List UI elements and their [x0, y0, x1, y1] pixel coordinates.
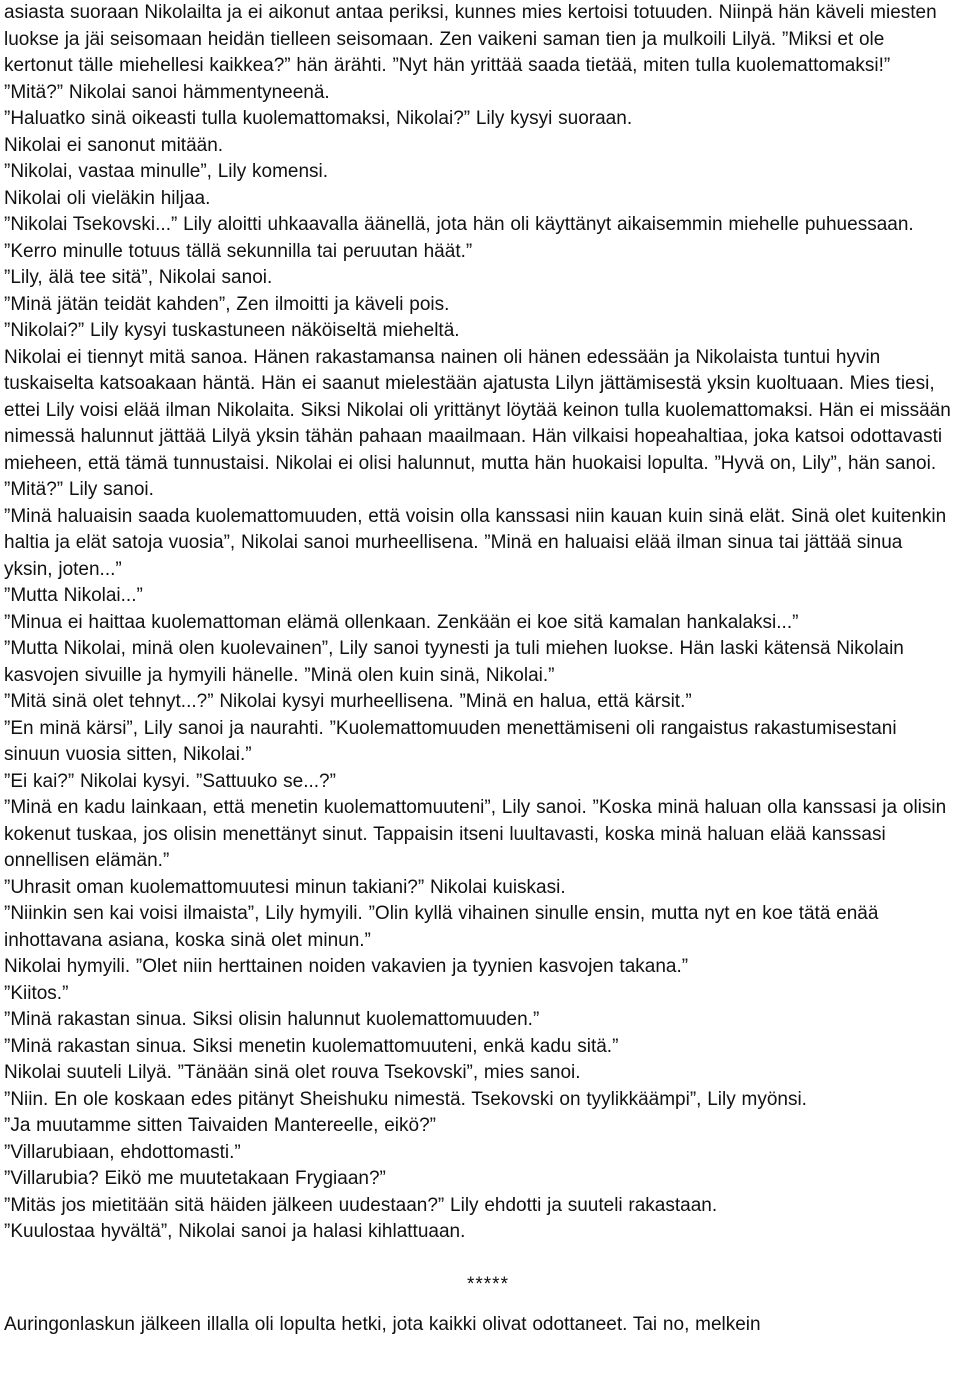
paragraph: ”Minä jätän teidät kahden”, Zen ilmoitti ja käveli pois. — [4, 293, 450, 315]
paragraph: ”Uhrasit oman kuolemattomuutesi minun takiani?” Nikolai kuiskasi. — [4, 876, 566, 898]
paragraph: ”Villarubiaan, ehdottomasti.” — [4, 1141, 241, 1163]
paragraph: Nikolai hymyili. ”Olet niin herttainen noiden vakavien ja tyynien kasvojen takana.” — [4, 956, 689, 977]
paragraph: Nikolai ei tiennyt mitä sanoa. Hänen rakastamansa nainen oli hänen edessään ja Nikolaista tuntui hyvin tuskaiselta katsoakaan häntä. Hän ei saanut mielestään ajatusta Lilyn jättämisestä yksin kuoltuaan. Mies tiesi, ettei Lily voisi elää ilman Nikolaita. Siksi Nikolai oli yrittänyt löytää keinon tulla kuolemattomaksi. Hän ei missään nimessä halunnut jättää Lilyä yksin tähän pahaan maailmaan. Hän vilkaisi hopeahaltiaa, joka katsoi odottavasti mieheen, että tämä tunnustaisi. Nikolai ei olisi halunnut, mutta hän huokaisi lopulta. ”Hyvä on, Lily”, hän sanoi. — [4, 346, 951, 474]
paragraph: ”Niin. En ole koskaan edes pitänyt Sheishuku nimestä. Tsekovski on tyylikkäämpi”, Lily myönsi. — [4, 1088, 807, 1110]
paragraph: ”Nikolai?” Lily kysyi tuskastuneen näköiseltä mieheltä. — [4, 320, 460, 341]
paragraph: ”Nikolai Tsekovski...” Lily aloitti uhkaavalla äänellä, jota hän oli käyttänyt aikaisemmin miehelle puhuessaan. ”Kerro minulle totuus tällä sekunnilla tai peruutan häät.” — [4, 214, 914, 262]
paragraph: ”Mitä?” Lily sanoi. — [4, 479, 154, 500]
paragraph: ”Mitäs jos mietitään sitä häiden jälkeen uudestaan?” Lily ehdotti ja suuteli rakastaan. — [4, 1194, 718, 1216]
paragraph: ”Minä rakastan sinua. Siksi menetin kuolemattomuuteni, enkä kadu sitä.” — [4, 1035, 619, 1057]
paragraph: ”Niinkin sen kai voisi ilmaista”, Lily hymyili. ”Olin kyllä vihainen sinulle ensin, mutta nyt en koe tätä enää inhottavana asiana, koska sinä olet minun.” — [4, 903, 879, 951]
paragraph: ”Mutta Nikolai...” — [4, 585, 143, 606]
paragraph: Nikolai ei sanonut mitään. — [4, 134, 224, 156]
paragraph: ”Haluatko sinä oikeasti tulla kuolemattomaksi, Nikolai?” Lily kysyi suoraan. — [4, 108, 633, 129]
paragraph: ”Ei kai?” Nikolai kysyi. ”Sattuuko se...?” — [4, 770, 336, 792]
paragraph: ”Ja muutamme sitten Taivaiden Mantereelle, eikö?” — [4, 1115, 436, 1136]
paragraph: ”Nikolai, vastaa minulle”, Lily komensi. — [4, 161, 329, 182]
paragraph: asiasta suoraan Nikolailta ja ei aikonut antaa periksi, kunnes mies kertoisi totuuden. Niinpä hän käveli miesten luokse ja jäi seisomaan heidän tielleen seisomaan. Zen vaikeni saman tien ja mulkoili Lilyä. ”Miksi et ole kertonut tälle miehellesi kaikkea?” hän ärähti. ”Nyt hän yrittää saada tietää, miten tulla kuolemattomaksi!” — [4, 2, 937, 76]
paragraph: Nikolai oli vieläkin hiljaa. — [4, 187, 211, 209]
section-separator: ***** — [467, 1273, 509, 1295]
paragraph: ”Kiitos.” — [4, 982, 69, 1004]
paragraph: ”Mitä sinä olet tehnyt...?” Nikolai kysyi murheellisena. ”Minä en halua, että kärsit.” — [4, 691, 692, 712]
paragraph: ”Mitä?” Nikolai sanoi hämmentyneenä. — [4, 81, 330, 103]
paragraph: ”Minä haluaisin saada kuolemattomuuden, että voisin olla kanssasi niin kauan kuin sinä elät. Sinä olet kuitenkin haltia ja elät satoja vuosia”, Nikolai sanoi murheellisena. ”Minä en haluaisi elää ilman sinua tai jättää sinua yksin, joten...” — [4, 505, 947, 580]
paragraph: ”Minua ei haittaa kuolemattoman elämä ollenkaan. Zenkään ei koe sitä kamalan hankalaksi...” — [4, 611, 799, 633]
paragraph: ”Villarubia? Eikö me muutetakaan Frygiaan?” — [4, 1168, 386, 1189]
paragraph: ”Minä en kadu lainkaan, että menetin kuolemattomuuteni”, Lily sanoi. ”Koska minä haluan olla kanssasi ja olisin kokenut tuskaa, jos olisin menettänyt sinut. Tappaisin itseni luultavasti, koska minä haluan elää kanssasi onnellisen elämän.” — [4, 797, 947, 871]
paragraph: ”Minä rakastan sinua. Siksi olisin halunnut kuolemattomuuden.” — [4, 1009, 540, 1030]
paragraph: ”En minä kärsi”, Lily sanoi ja naurahti. ”Kuolemattomuuden menettämiseni oli rangaistus rakastumisestani sinuun vuosia sitten, Nikolai.” — [4, 717, 897, 765]
paragraph: ”Lily, älä tee sitä”, Nikolai sanoi. — [4, 267, 273, 288]
paragraph: Nikolai suuteli Lilyä. ”Tänään sinä olet rouva Tsekovski”, mies sanoi. — [4, 1062, 581, 1083]
paragraph: ”Kuulostaa hyvältä”, Nikolai sanoi ja halasi kihlattuaan. — [4, 1221, 466, 1242]
document-page — [4, 0, 956, 1339]
story-body — [4, 0, 956, 1246]
paragraph-next-section: Auringonlaskun jälkeen illalla oli lopulta hetki, jota kaikki olivat odottaneet. Tai no, melkein — [4, 1314, 761, 1335]
paragraph: ”Mutta Nikolai, minä olen kuolevainen”, Lily sanoi tyynesti ja tuli miehen luokse. Hän laski kätensä Nikolain kasvojen sivuille ja hymyili hänelle. ”Minä olen kuin sinä, Nikolai.” — [4, 638, 904, 686]
